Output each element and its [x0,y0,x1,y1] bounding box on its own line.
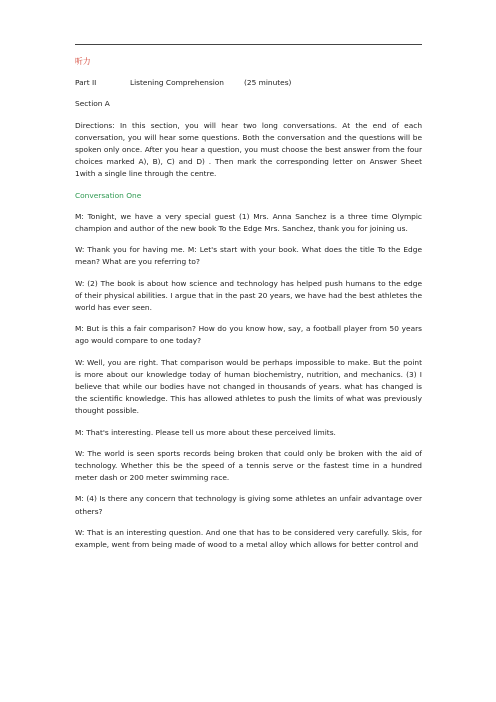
dialogue-paragraph: M: Tonight, we have a very special guest (1) Mrs. Anna Sanchez is a three time Olympic champion and author of the new book To the Edge Mrs. Sanchez, thank you for joining us. [75,211,422,234]
conversation-heading: Conversation One [75,190,142,200]
part-time: (25 minutes) [244,78,292,88]
section-label: Section A [75,99,110,109]
dialogue-paragraph: W: Thank you for having me. M: Let's start with your book. What does the title To the Edge mean? What are you referring to? [75,245,422,267]
dialogue-paragraph: W: The world is seen sports records being broken that could only be broken with the aid of technology. Whether this be the speed of a tennis serve or the fastest time in a hundred meter dash or 200 meter swimming race. [75,448,422,483]
dialogue-paragraph: M: That's interesting. Please tell us more about these perceived limits. [75,427,336,437]
directions-paragraph: Directions: In this section, you will hear two long conversations. At the end of each conversation, you will hear some questions. Both the conversation and the questions will be spoken only once. After you hear a question, you must choose the best answer from the four choices marked A), B), C) and D) . Then mark the corresponding letter on Answer Sheet 1with a single line through the centre. [75,120,422,179]
document-body [75,56,422,560]
dialogue-paragraph: W: (2) The book is about how science and technology has helped push humans to the edge of their physical abilities. I argue that in the past 20 years, we have had the best athletes the world has ever seen. [75,278,422,313]
part-label: Part II [75,78,97,88]
part-title: Listening Comprehension [130,78,224,88]
dialogue-paragraph: M: But is this a fair comparison? How do you know how, say, a football player from 50 years ago would compare to one today? [75,324,422,346]
dialogue-paragraph: M: (4) Is there any concern that technology is giving some athletes an unfair advantage over others? [75,494,422,516]
part-heading [75,77,422,89]
dialogue-paragraph: W: That is an interesting question. And one that has to be considered very carefully. Skis, for example, went from being made of wood to a metal alloy which allows for better control and [75,527,422,550]
header-rule [75,44,422,45]
dialogue-paragraph: W: Well, you are right. That comparison would be perhaps impossible to make. But the point is more about our knowledge today of human biochemistry, nutrition, and mechanics. (3) I believe that while our bodies have not changed in thousands of years. what has changed is the scientific knowledge. This has allowed athletes to push the limits of what was previously thought possible. [75,357,422,416]
section-heading: 听力 [75,57,91,66]
